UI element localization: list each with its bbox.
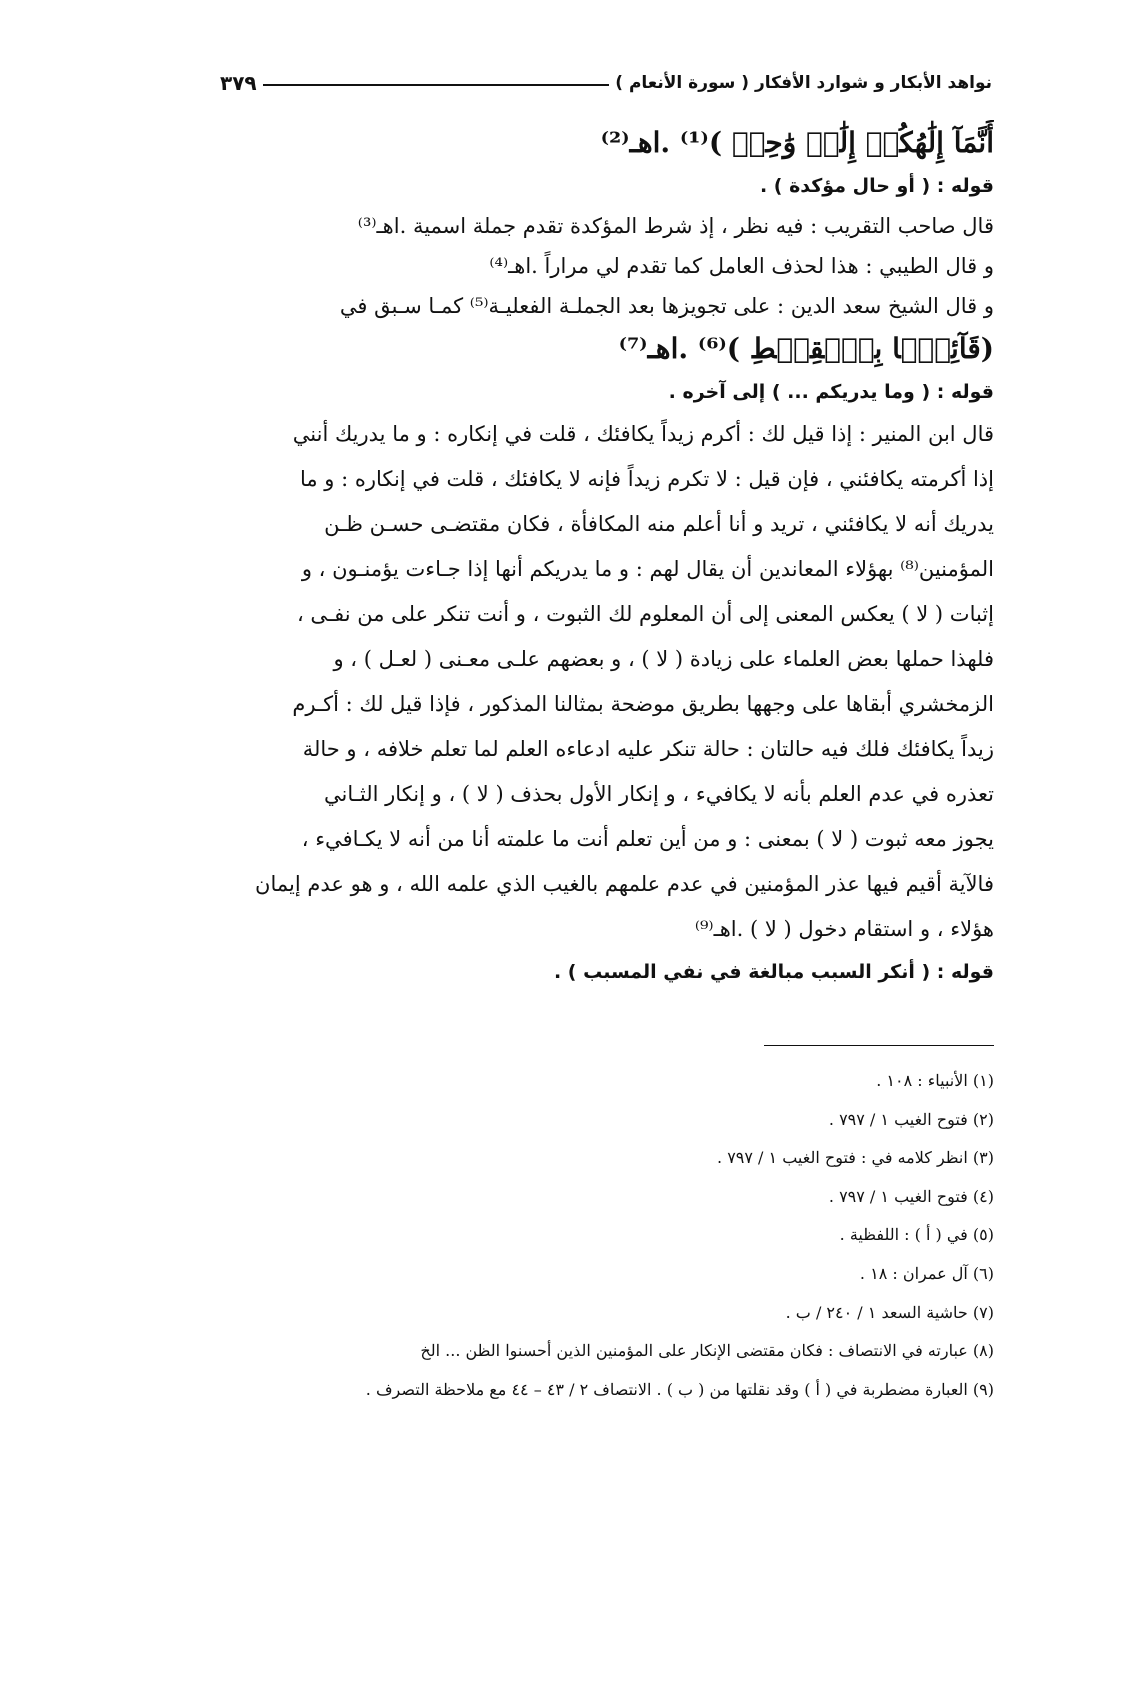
header-rule (263, 84, 610, 86)
qawl-heading: قوله : ( وما يدريكم ... ) إلى آخره . (668, 381, 994, 403)
text-line: المؤمنين⁽⁸⁾ بهؤلاء المعاندين أن يقال لهم : و ما يدريكم أنها إذا جـاءت يؤمنـون ، و (301, 557, 994, 581)
text-line: الزمخشري أبقاها على وجهها بطريق موضحة بمثالنا المذكور ، فإذا قيل لك : أكـرم (292, 692, 994, 716)
qawl-heading: قوله : ( أو حال مؤكدة ) . (759, 175, 994, 197)
text-line: قال صاحب التقريب : فيه نظر ، إذ شرط المؤكدة تقدم جملة اسمية .اهـ⁽³⁾ (357, 214, 994, 238)
footnote: (٥) في ( أ ) : اللفظية . (839, 1225, 994, 1245)
text-line: إذا أكرمته يكافئني ، فإن قيل : لا تكرم زيداً فإنه لا يكافئك ، قلت في إنكاره : و ما (299, 467, 994, 491)
running-header (220, 70, 992, 96)
text-line: يدريك أنه لا يكافئني ، تريد و أنا أعلم منه المكافأة ، فكان مقتضـى حسـن ظـن (324, 512, 994, 536)
text-line: فالآية أقيم فيها عذر المؤمنين في عدم علمهم بالغيب الذي علمه الله ، و هو عدم إيمان (255, 872, 994, 896)
header-title: نواهد الأبكار و شوارد الأفكار ( سورة الأنعام ) (615, 73, 992, 93)
text-line: قال ابن المنير : إذا قيل لك : أكرم زيداً يكافئك ، قلت في إنكاره : و ما يدريك أنني (292, 422, 994, 446)
footnote: (٤) فتوح الغيب ١ / ٧٩٧ . (828, 1186, 994, 1206)
text-line: و قال الشيخ سعد الدين : على تجويزها بعد الجملـة الفعليـة⁽⁵⁾ كمـا سـبق في (339, 294, 994, 318)
text-line: هؤلاء ، و استقام دخول ( لا ) .اهـ⁽⁹⁾ (694, 917, 994, 941)
footnote: (١) الأنبياء : ١٠٨ . (876, 1071, 994, 1090)
footnotes (222, 1062, 994, 1409)
text-line: تعذره في عدم العلم بأنه لا يكافيء ، و إنكار الأول بحذف ( لا ) ، و إنكار الثـاني (324, 782, 994, 806)
footnote: (٣) انظر كلامه في : فتوح الغيب ١ / ٧٩٧ . (717, 1148, 994, 1168)
quran-verse: أَنَّمَآ إِلَٰهُكُمۡ إِلَٰهٞ وَٰحِدٞ )⁽¹⁾ .اهـ⁽²⁾ (600, 126, 994, 159)
qawl-heading: قوله : ( أنكر السبب مبالغة في نفي المسبب ) . (553, 961, 994, 983)
page-number: ٣٧٩ (220, 71, 257, 95)
footnote: (٢) فتوح الغيب ١ / ٧٩٧ . (828, 1109, 994, 1129)
text-line: يجوز معه ثبوت ( لا ) بمعنى : و من أين تعلم أنت ما علمته أنا من أنه لا يكـافيء ، (301, 827, 994, 851)
text-line: فلهذا حملها بعض العلماء على زيادة ( لا ) ، و بعضهم علـى معـنى ( لعـل ) ، و (333, 647, 994, 671)
text-line: زيداً يكافئك فلك فيه حالتان : حالة تنكر عليه ادعاءه العلم لما تعلم خلافه ، و حالة (302, 737, 994, 761)
text-line: و قال الطيبي : هذا لحذف العامل كما تقدم لي مراراً .اهـ⁽⁴⁾ (489, 254, 994, 278)
footnote-divider (764, 1045, 994, 1046)
footnote: (٧) حاشية السعد ١ / ٢٤٠ / ب . (785, 1302, 994, 1322)
footnote: (٩) العبارة مضطربة في ( أ ) وقد نقلتها من ( ب ) . الانتصاف ٢ / ٤٣ – ٤٤ مع ملاحظة التصرف . (365, 1379, 994, 1399)
text-line: إثبات ( لا ) يعكس المعنى إلى أن المعلوم لك الثبوت ، و أنت تنكر على من نفـى ، (296, 602, 994, 626)
footnote: (٨) عبارته في الانتصاف : فكان مقتضى الإنكار على المؤمنين الذين أحسنوا الظن ... الخ (420, 1341, 994, 1361)
main-text (222, 120, 994, 992)
footnote: (٦) آل عمران : ١٨ . (859, 1263, 994, 1283)
quran-verse: (قَآئِمَۢا بِٱلۡقِسۡطِ )⁽⁶⁾ .اهـ⁽⁷⁾ (618, 332, 994, 365)
